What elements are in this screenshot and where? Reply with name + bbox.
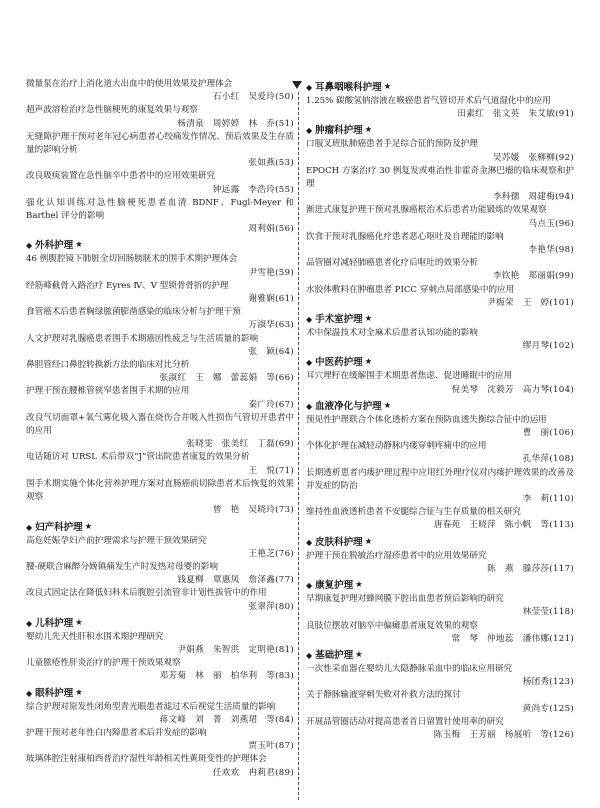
- toc-entry: [306, 138, 574, 164]
- entry-authors-page: 杨团秀(123): [522, 677, 574, 688]
- entry-authors-page: 蒋文峰 刘 菁 刘燕珺 等(84): [159, 714, 294, 725]
- column-divider: [298, 92, 299, 800]
- toc-entry: [26, 170, 294, 196]
- entry-authors-page: 张翠萍(80): [248, 601, 294, 612]
- entry-authors-page: 邓芳菊 林 丽 柏华利 等(83): [159, 671, 294, 682]
- entry-authors-page: 钟远露 李浩玲(55): [212, 184, 294, 195]
- star-icon: ★: [383, 82, 392, 92]
- entry-authors-page: 尹梅荣 王 婷(101): [487, 297, 574, 308]
- section-heading: [26, 616, 294, 631]
- section-title: 外科护理: [35, 240, 74, 252]
- entry-title: 一次性采血器在婴幼儿大隐静脉采血中的临床应用研究: [306, 663, 513, 674]
- entry-authors-page: 贾玉叶(87): [248, 741, 294, 752]
- entry-authors-page: 杨清泉 周婷婷 林 乔(51): [177, 118, 294, 129]
- section-title: 耳鼻咽喉科护理: [315, 82, 382, 93]
- diamond-bullet-icon: ◆: [26, 522, 33, 532]
- section-heading: [306, 535, 574, 550]
- entry-authors-page: 倪美琴 沈毅芳 高力琴(104): [451, 384, 574, 395]
- entry-title: 强化认知训练对急性脑梗死患者血清 BDNF、Fugl-Meyer 和 Barthel 评分的影响: [26, 197, 294, 222]
- toc-entry: [306, 284, 574, 310]
- entry-authors-page: 陈玉梅 王芳丽 杨展听 等(126): [433, 729, 574, 740]
- entry-title: 品管圈对减轻肺癌患者化疗后呕吐的效果分析: [306, 258, 478, 269]
- entry-authors-page: 万淑华(63): [248, 320, 294, 331]
- diamond-bullet-icon: ◆: [306, 126, 313, 136]
- section-heading: [26, 520, 294, 535]
- section-title: 血液净化与护理: [315, 400, 382, 412]
- toc-entry: [306, 467, 574, 507]
- section-heading: [306, 312, 574, 327]
- star-icon: ★: [355, 649, 363, 660]
- entry-title: 改良吸痰装置在急性脑卒中患者中的应用效果研究: [26, 171, 216, 182]
- toc-entry: [306, 620, 574, 646]
- section-title: 儿科护理: [35, 617, 74, 629]
- toc-entry: [26, 280, 294, 306]
- entry-authors-page: 钱夏柳 覃惠凤 詹泽鑫(77): [177, 575, 294, 586]
- toc-entry: [26, 359, 294, 385]
- star-icon: ★: [364, 357, 373, 368]
- entry-authors-page: 秦广玲(67): [248, 399, 294, 410]
- entry-authors-page: 吴苏媛 张柳柳(92): [492, 152, 574, 163]
- toc-entry: [26, 78, 294, 104]
- star-icon: ★: [364, 536, 373, 547]
- section-heading: [26, 238, 294, 253]
- entry-authors-page: 黄尚专(125): [522, 703, 574, 714]
- entry-authors-page: 任欢欢 冉莉君(89): [212, 767, 294, 778]
- toc-entry: [306, 231, 574, 257]
- section-title: 皮肤科护理: [315, 536, 363, 548]
- entry-title: 口服叉班肽肺癌患者手足综合征的预防及护理: [306, 139, 478, 150]
- toc-entry: [26, 478, 294, 518]
- entry-title: 综合护理对原发性闭角型青光眼患者滤过术后视觉生活质量的影响: [26, 701, 276, 712]
- toc-entry: [306, 257, 574, 283]
- diamond-bullet-icon: ◆: [26, 241, 33, 251]
- entry-title: 腰-硬联合麻醉分娩镇痛发生产时发热对母婴的影响: [26, 561, 218, 572]
- toc-entry: [26, 753, 294, 779]
- entry-authors-page: 张如燕(53): [248, 158, 294, 169]
- entry-title: 超声波溶栓治疗急性脑梗死的康复效果与观察: [26, 105, 198, 116]
- star-icon: ★: [75, 617, 83, 628]
- entry-authors-page: 李 莉(110): [522, 494, 574, 505]
- section-heading: [306, 399, 574, 414]
- entry-authors-page: 张淑红 王 娜 蕾蕊娟 等(66): [159, 373, 294, 384]
- toc-entry: [306, 165, 574, 205]
- diamond-bullet-icon: ◆: [306, 315, 313, 325]
- toc-entry: [26, 701, 294, 727]
- entry-title: 开展品管圈活动对提高患者首日留置针使用率的研究: [306, 716, 504, 727]
- entry-title: 护理干预在腰椎管狭窄患者围手术期的应用: [26, 386, 190, 397]
- toc-entry: [26, 451, 294, 477]
- entry-title: 饮食干预对乳腺癌化疗患者恶心呕吐及自理能的影响: [306, 231, 504, 242]
- entry-title: 围手术期实施个体化营养护理方案对直肠癌前切除患者术后恢复的效果观察: [26, 478, 294, 503]
- toc-entry: [26, 587, 294, 613]
- toc-entry: [26, 104, 294, 130]
- entry-title: 儿童脓疮性肝炎治疗的护理干预效果观察: [26, 658, 181, 669]
- entry-authors-page: 唐春苑 王晓萍 陈小帆 等(113): [433, 520, 574, 531]
- entry-authors-page: 陈 燕 滕莎莎(117): [487, 563, 574, 574]
- entry-title: EPOCH 方案治疗 30 例复发或难治性非霍奇金淋巴瘤的临床观察和护理: [306, 165, 574, 190]
- entry-title: 玻璃体腔注射康柏西普治疗湿性年龄相关性黄斑变性的护理体会: [26, 754, 267, 765]
- entry-title: 护理干预对老年性白内障患者术后并发症的影响: [26, 727, 207, 738]
- entry-authors-page: 田素红 张文英 朱艾敏(91): [457, 109, 574, 120]
- entry-authors-page: 林莹莹(118): [522, 607, 574, 618]
- toc-entry: [306, 414, 574, 440]
- toc-entry: [26, 535, 294, 561]
- entry-authors-page: 曹 丽(106): [522, 428, 574, 439]
- entry-authors-page: 王 悦(71): [248, 465, 294, 476]
- toc-entry: [26, 306, 294, 332]
- entry-title: 早期康复护理对蜂网膜下腔出血患者预后影响的研究: [306, 594, 504, 605]
- diamond-bullet-icon: ◆: [306, 581, 313, 591]
- entry-authors-page: 谢雅娴(61): [248, 294, 294, 305]
- section-title: 眼科护理: [35, 687, 74, 699]
- diamond-bullet-icon: ◆: [306, 358, 313, 368]
- entry-title: 长期透析患者内瘘护理过程中应用红外理疗仪对内瘘护理效果的改善及并发症的防治: [306, 467, 574, 491]
- toc-entry: [306, 716, 574, 742]
- entry-title: 护理干预在脱敏治疗湿疹患者中的应用效果研究: [306, 550, 487, 561]
- toc-entry: [306, 593, 574, 619]
- entry-title: 1.25% 碳酸氢钠溶液在喉癌患者气管切开术后气道湿化中的应用: [306, 96, 551, 106]
- entry-authors-page: 李艳华(98): [528, 245, 574, 256]
- toc-entry: [26, 197, 294, 237]
- toc-entry: [306, 370, 574, 396]
- entry-title: 婴幼儿先天性肝积水围术期护理研究: [26, 631, 164, 642]
- toc-entry: [26, 631, 294, 657]
- entry-title: 电话随访对 URSL 术后带双“J”管出院患者康复的效果分析: [26, 452, 250, 463]
- star-icon: ★: [75, 240, 83, 251]
- entry-authors-page: 尹娟燕 朱智洪 定明艳(81): [177, 644, 294, 655]
- entry-authors-page: 王艳芝(76): [248, 548, 294, 559]
- section-heading: [26, 686, 294, 701]
- toc-entry: [26, 561, 294, 587]
- toc-entry: [26, 253, 294, 279]
- section-heading: [306, 355, 574, 370]
- entry-authors-page: 周利娟(56): [248, 224, 294, 235]
- entry-title: 高危妊娠孕妇产前护理需求与护理干预效果研究: [26, 535, 207, 546]
- diamond-bullet-icon: ◆: [306, 83, 313, 92]
- entry-title: 46 例腹腔镜下肺脏全切回肠膀胱术的围手术期护理体会: [26, 254, 238, 265]
- toc-entry: [306, 327, 574, 353]
- toc-entry: [306, 689, 574, 715]
- star-icon: ★: [355, 580, 363, 591]
- entry-authors-page: 李科孺 周建梅(94): [492, 192, 574, 203]
- toc-entry: [306, 440, 574, 466]
- entry-title: 鼻胆管经口鼻腔转换新方法的临床对比分析: [26, 360, 190, 371]
- entry-title: 人文护理对乳腺癌患者围手术期癌因性疲乏与生活质量的影响: [26, 333, 259, 344]
- section-title: 基础护理: [315, 649, 354, 661]
- section-title: 手术室护理: [315, 314, 363, 326]
- section-title: 中医药护理: [315, 357, 363, 369]
- toc-entry: [26, 412, 294, 452]
- toc-entry: [306, 550, 574, 576]
- entry-authors-page: 李钦艳 郑丽娟(99): [492, 271, 574, 282]
- entry-title: 改良式固定法在降低妇科术后腹腔引流管非计划性拔管中的作用: [26, 588, 267, 599]
- toc-entry: [26, 727, 294, 753]
- entry-title: 术中保温技术对全麻术后患者认知功能的影响: [306, 328, 478, 339]
- toc-entry: [26, 385, 294, 411]
- section-heading: [306, 578, 574, 593]
- entry-title: 维持性血液透析患者不安腿综合征与生存质量的相关研究: [306, 507, 521, 518]
- toc-entry: [26, 333, 294, 359]
- section-heading: [306, 648, 574, 663]
- star-icon: ★: [84, 521, 93, 532]
- section-title: 肿瘤科护理: [315, 125, 363, 137]
- entry-title: 水胶体敷料在肿瘤患者 PICC 穿刺点局部感染中的应用: [306, 284, 515, 295]
- entry-title: 良肢位摆放对脑卒中偏瘫患者康复效果的观察: [306, 620, 478, 631]
- entry-authors-page: 缪月琴(102): [522, 341, 574, 352]
- star-icon: ★: [75, 687, 83, 698]
- section-heading: [306, 80, 574, 95]
- star-icon: ★: [364, 125, 373, 136]
- diamond-bullet-icon: ◆: [26, 688, 33, 698]
- entry-title: 耳穴埋籽在缓解围手术期患者焦虑、促进睡眠中的应用: [306, 371, 513, 382]
- entry-title: 经筋峰截骨入路治疗 Eyres Ⅳ、Ⅴ 型锁骨骨折的护理: [26, 280, 229, 291]
- entry-title: 食管癌术后患者胸绿脓菌膨凿感染的临床分析与护理干预: [26, 307, 241, 318]
- entry-title: 个体化护理在减轻动静脉内瘘穿刺疼痛中的应用: [306, 441, 487, 452]
- toc-entry: [26, 657, 294, 683]
- toc-entry: [26, 131, 294, 171]
- section-title: 康复护理: [315, 580, 354, 592]
- section-heading: [306, 123, 574, 138]
- entry-authors-page: 曾 艳 吴晓玲(73): [212, 505, 294, 516]
- entry-authors-page: 张 颖(64): [248, 346, 294, 357]
- toc-entry: [306, 663, 574, 689]
- entry-title: 无缝隙护理干预对老年冠心病患者心绞痛发作情况、预后效果及生存质量的影响分析: [26, 131, 294, 156]
- right-column: [306, 78, 574, 742]
- diamond-bullet-icon: ◆: [306, 537, 313, 547]
- entry-title: 微量泵在治疗上消化道大出血中的使用效果及护理体会: [26, 79, 233, 89]
- entry-authors-page: 尹雪艳(59): [248, 267, 294, 278]
- toc-entry: [306, 95, 574, 121]
- diamond-bullet-icon: ◆: [306, 650, 313, 660]
- star-icon: ★: [364, 314, 373, 325]
- entry-authors-page: 张晓雯 张美红 丁磊(69): [186, 439, 294, 450]
- entry-authors-page: 马点玉(96): [528, 218, 574, 229]
- diamond-bullet-icon: ◆: [306, 401, 313, 411]
- entry-title: 关于静脉输液穿刺失败对补救方法的探讨: [306, 690, 461, 701]
- diamond-bullet-icon: ◆: [26, 618, 33, 628]
- toc-entry: [306, 506, 574, 532]
- toc-entry: [306, 204, 574, 230]
- star-icon: ★: [383, 400, 392, 411]
- entry-authors-page: 石小红 吴爱玲(50): [212, 92, 294, 103]
- left-column: [26, 78, 294, 780]
- section-title: 妇产科护理: [35, 521, 83, 533]
- entry-title: 预见性护理联合个体化透析方案在预防血透失衡综合征中的运用: [306, 414, 547, 425]
- entry-authors-page: 孔华萍(108): [522, 454, 574, 465]
- entry-authors-page: 常 琴 仲地蕊 潘伟娜(121): [451, 633, 574, 644]
- entry-title: 渐进式康复护理干预对乳腺癌根治术后患者功能锻炼的效果观察: [306, 205, 547, 216]
- entry-title: 改良气切面罩+氧气雾化吸入器在烧伤合并吸入性损伤气管切开患者中的应用: [26, 412, 294, 437]
